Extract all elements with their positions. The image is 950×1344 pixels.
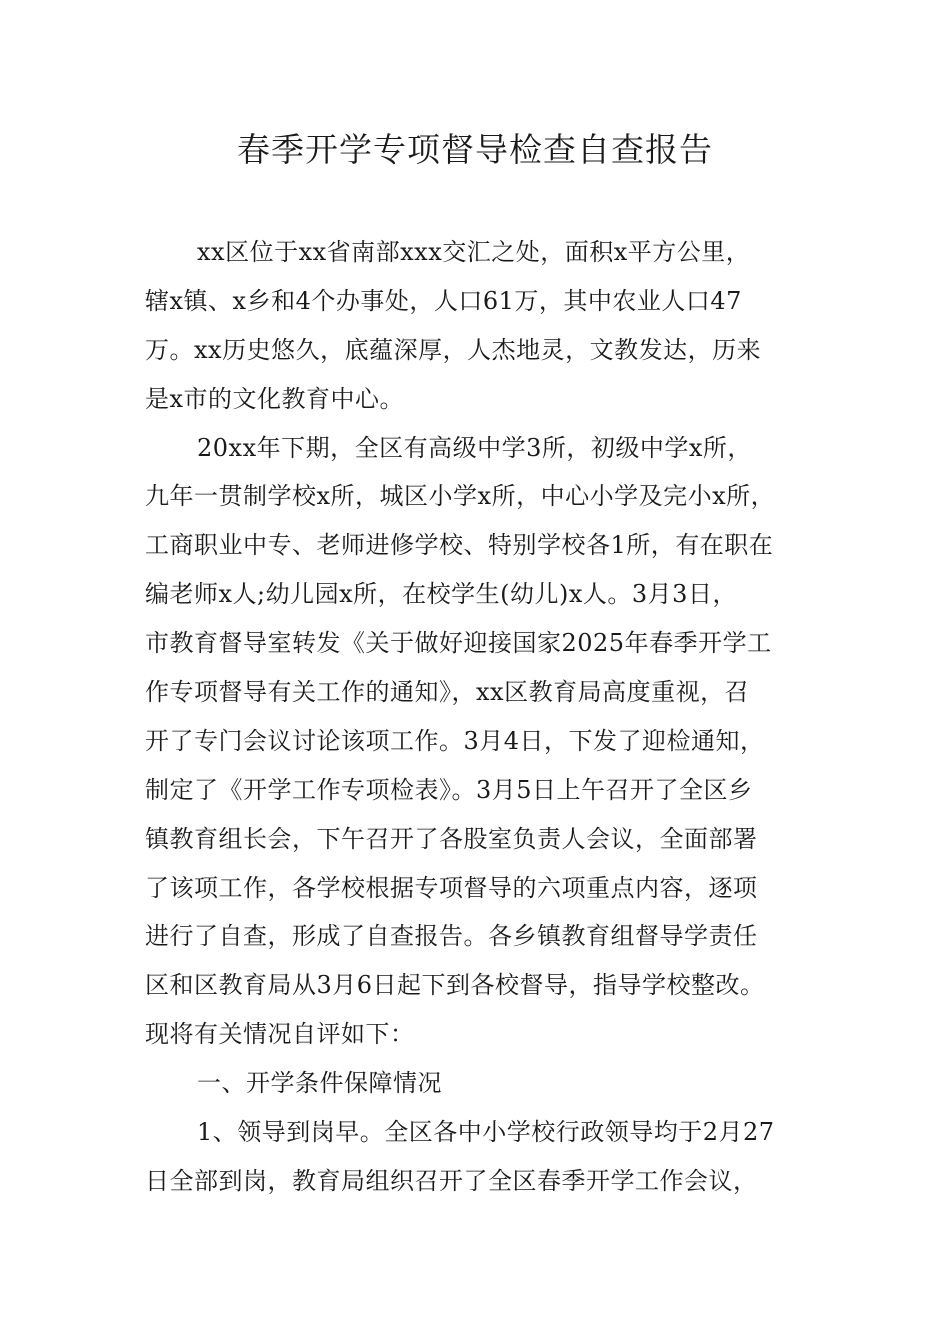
text-line: 辖x镇、x乡和4个办事处，人口61万，其中农业人口47 — [145, 286, 742, 315]
text-line: 20xx年下期，全区有高级中学3所，初级中学x所， — [197, 433, 752, 462]
text-line: xx区位于xx省南部xxx交汇之处，面积x平方公里， — [197, 238, 751, 266]
text-line: 了该项工作，各学校根据专项督导的六项重点内容，逐项 — [145, 873, 758, 902]
text-line: 作专项督导有关工作的通知》，xx区教育局高度重视，召 — [145, 678, 750, 707]
document-title: 春季开学专项督导检查自查报告 — [237, 130, 713, 169]
text-line: 编老师x人;幼儿园x所，在校学生(幼儿)x人。3月3日， — [145, 580, 737, 609]
text-line: 进行了自查，形成了自查报告。各乡镇教育组督导学责任 — [145, 922, 758, 951]
text-line: 开了专门会议讨论该项工作。3月4日，下发了迎检通知， — [145, 726, 765, 755]
text-line: 一、开学条件保障情况 — [197, 1069, 442, 1098]
text-line: 是x市的文化教育中心。 — [145, 384, 405, 413]
document-body — [145, 228, 825, 1206]
text-line: 1、领导到岗早。全区各中小学校行政领导均于2月27 — [197, 1118, 775, 1147]
text-line: 万。xx历史悠久，底蕴深厚，人杰地灵，文教发达，历来 — [145, 335, 762, 364]
text-line: 工商职业中专、老师进修学校、特别学校各1所，有在职在 — [145, 531, 774, 560]
text-line: 制定了《开学工作专项检表》。3月5日上午召开了全区乡 — [145, 775, 753, 804]
text-line: 区和区教育局从3月6日起下到各校督导，指导学校整改。 — [145, 971, 765, 1000]
text-line: 镇教育组长会，下午召开了各股室负责人会议，全面部署 — [145, 824, 758, 853]
text-line: 市教育督导室转发《关于做好迎接国家2025年春季开学工 — [145, 629, 772, 658]
text-line: 现将有关情况自评如下： — [145, 1020, 415, 1049]
text-line: 九年一贯制学校x所，城区小学x所，中心小学及完小x所， — [145, 482, 776, 511]
text-line: 日全部到岗，教育局组织召开了全区春季开学工作会议， — [145, 1166, 758, 1195]
